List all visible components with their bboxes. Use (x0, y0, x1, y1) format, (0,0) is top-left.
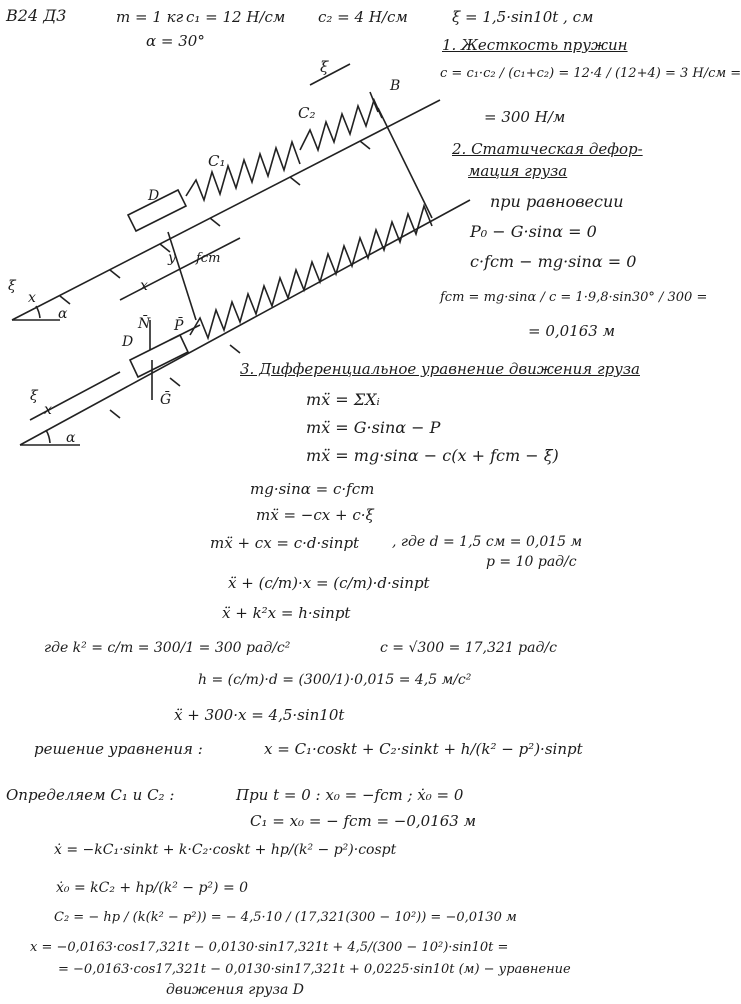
eq1: mẍ = ΣXᵢ (306, 390, 380, 409)
solution-equation: x = C₁·coskt + C₂·sinkt + h/(k² − p²)·sinpt (264, 740, 583, 758)
k-value: c = √300 = 17,321 рад/с (380, 640, 557, 656)
alpha-value: α = 30° (146, 32, 205, 50)
label-b: B (390, 78, 401, 94)
section2-heading-2: мация груза (468, 162, 568, 180)
label-g: Ḡ (160, 392, 172, 408)
label-d-lower: D (122, 334, 134, 350)
spring-c1-upper (186, 142, 300, 200)
xi-dimension (310, 64, 350, 85)
mass-value: m = 1 кг (116, 8, 184, 26)
h-value: h = (c/m)·d = (300/1)·0,015 = 4,5 м/с² (198, 672, 472, 688)
upper-incline-line (12, 100, 440, 320)
eq3: mẍ = mg·sinα − c(x + fст − ξ) (306, 446, 559, 465)
block-d-lower (130, 335, 188, 377)
label-p: P̄ (174, 318, 184, 334)
lower-incline-line (20, 200, 470, 445)
label-n: N̄ (138, 316, 151, 332)
section1-heading: 1. Жесткость пружин (442, 36, 628, 54)
final-eq-line1: x = −0,0163·cos17,321t − 0,0130·sin17,321t + 4,5/(300 − 10²)·sin10t = (30, 940, 509, 955)
xi-value: ξ = 1,5·sin10t , см (452, 8, 594, 26)
variant-label: В24 Д3 (6, 6, 67, 25)
label-d-upper: D (148, 188, 160, 204)
eq4: mg·sinα = c·fст (250, 480, 375, 498)
k2-value: где k² = c/m = 300/1 = 300 рад/с² (44, 640, 291, 656)
final-eq-line2: = −0,0163·cos17,321t − 0,0130·sin17,321t + 0,0225·sin10t (м) − уравнение (58, 962, 571, 977)
solution-label: решение уравнения : (34, 740, 203, 758)
section2-line4: fст = mg·sinα / c = 1·9,8·sin30° / 300 = (440, 290, 708, 305)
eq5: mẍ = −cx + c·ξ (256, 506, 374, 524)
d-value: , где d = 1,5 см = 0,015 м (392, 534, 583, 550)
section3-heading: 3. Дифференциальное уравнение движения груза (240, 360, 640, 378)
label-c1: C₁ (208, 152, 226, 170)
eq9: ẍ + 300·x = 4,5·sin10t (174, 706, 345, 724)
c2-result: C₂ = − hp / (k(k² − p²)) = − 4,5·10 / (17,321(300 − 10²)) = −0,0130 м (54, 910, 517, 925)
initial-conditions: При t = 0 : x₀ = −fст ; ẋ₀ = 0 (236, 786, 464, 804)
section2-line2: P₀ − G·sinα = 0 (470, 222, 597, 241)
label-alpha-lower: α (66, 430, 76, 446)
upper-alpha-arc (36, 306, 40, 318)
label-x-axis-upper: x (28, 290, 36, 306)
section1-line1: c = c₁·c₂ / (c₁+c₂) = 12·4 / (12+4) = 3 Н/см = (440, 66, 741, 81)
constants-label: Определяем C₁ и C₂ : (6, 786, 175, 804)
eq6: mẍ + cx = c·d·sinpt (210, 534, 360, 552)
label-fst: fст (196, 251, 221, 266)
guide-line (378, 108, 432, 218)
section2-line3: c·fст − mg·sinα = 0 (470, 252, 637, 271)
section2-heading-1: 2. Статическая дефор- (452, 140, 643, 158)
eq7: ẍ + (c/m)·x = (c/m)·d·sinpt (228, 574, 430, 592)
velocity-initial: ẋ₀ = kC₂ + hp/(k² − p²) = 0 (56, 880, 249, 896)
c1-value: c₁ = 12 Н/см (186, 8, 286, 26)
label-y: y (168, 250, 176, 266)
label-x-axis-lower: x (44, 402, 52, 418)
label-c2: C₂ (298, 104, 316, 122)
section1-line2: = 300 Н/м (484, 108, 566, 126)
section2-line1: при равновесии (490, 192, 624, 211)
c2-value: c₂ = 4 Н/см (318, 8, 408, 26)
label-x: x (140, 278, 148, 294)
final-eq-line3: движения груза D (166, 982, 305, 998)
label-xi: ξ (320, 58, 329, 76)
velocity-equation: ẋ = −kC₁·sinkt + k·C₂·coskt + hp/(k² − p²)·cospt (54, 842, 397, 858)
label-xi-axis-lower: ξ (30, 388, 38, 404)
section2-line5: = 0,0163 м (528, 322, 616, 340)
eq2: mẍ = G·sinα − P (306, 418, 441, 437)
p-value: p = 10 рад/с (486, 554, 577, 570)
label-xi-axis-upper: ξ (8, 278, 16, 294)
eq8: ẍ + k²x = h·sinpt (222, 604, 351, 622)
c1-result: C₁ = x₀ = − fст = −0,0163 м (250, 812, 477, 830)
spring-lower (190, 206, 432, 338)
label-alpha-upper: α (58, 306, 68, 322)
lower-alpha-arc (46, 430, 50, 443)
y-axis-line (168, 232, 196, 320)
